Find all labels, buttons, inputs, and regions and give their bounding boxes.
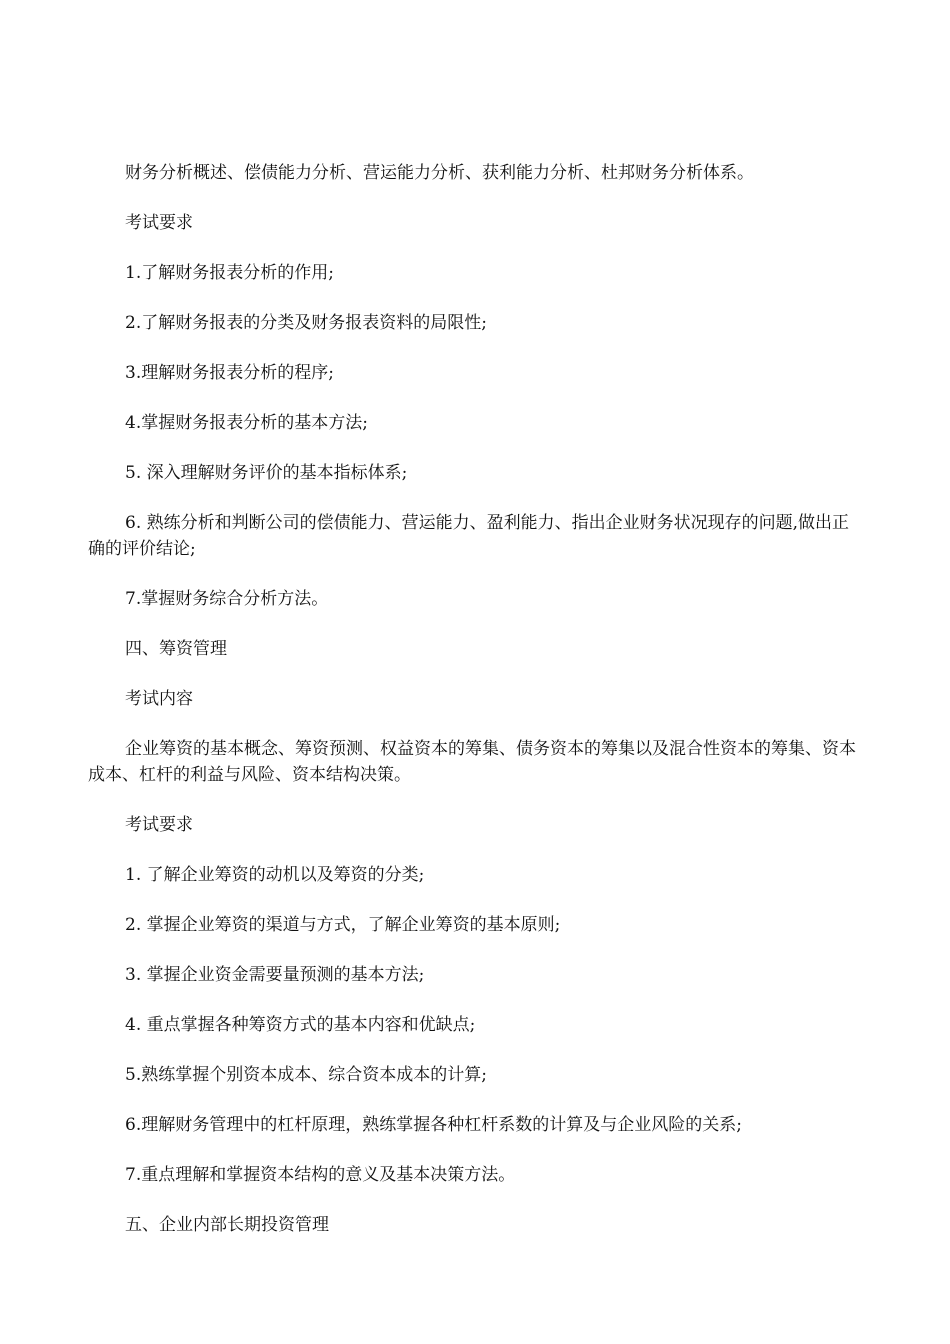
list-item: 5.熟练掌握个别资本成本、综合资本成本的计算; xyxy=(125,1065,487,1085)
list-item: 2.了解财务报表的分类及财务报表资料的局限性; xyxy=(125,313,487,333)
list-item: 1.了解财务报表分析的作用; xyxy=(125,263,334,283)
list-item: 7.重点理解和掌握资本结构的意义及基本决策方法。 xyxy=(125,1165,516,1185)
list-item: 6.理解财务管理中的杠杆原理，熟练掌握各种杠杆系数的计算及与企业风险的关系; xyxy=(125,1115,742,1135)
list-item: 3. 掌握企业资金需要量预测的基本方法; xyxy=(125,965,425,985)
list-item: 4. 重点掌握各种筹资方式的基本内容和优缺点; xyxy=(125,1015,476,1035)
heading-exam-content: 考试内容 xyxy=(125,689,193,709)
list-item: 6. 熟练分析和判断公司的偿债能力、营运能力、盈利能力、指出企业财务状况现存的问题,做出正确的评价结论; xyxy=(88,513,850,559)
section-heading-financing: 四、筹资管理 xyxy=(125,639,227,659)
paragraph-analysis-topics: 财务分析概述、偿债能力分析、营运能力分析、获利能力分析、杜邦财务分析体系。 xyxy=(125,163,754,183)
list-item: 4.掌握财务报表分析的基本方法; xyxy=(125,413,368,433)
list-item: 3.理解财务报表分析的程序; xyxy=(125,363,334,383)
list-item: 7.掌握财务综合分析方法。 xyxy=(125,589,329,609)
section-heading-investment: 五、企业内部长期投资管理 xyxy=(125,1215,329,1235)
document-body xyxy=(88,160,864,1262)
list-item: 5. 深入理解财务评价的基本指标体系; xyxy=(125,463,408,483)
list-item: 2. 掌握企业筹资的渠道与方式，了解企业筹资的基本原则; xyxy=(125,915,561,935)
heading-exam-requirements: 考试要求 xyxy=(125,815,193,835)
heading-exam-requirements: 考试要求 xyxy=(125,213,193,233)
list-item: 1. 了解企业筹资的动机以及筹资的分类; xyxy=(125,865,425,885)
paragraph-financing-topics: 企业筹资的基本概念、筹资预测、权益资本的筹集、债务资本的筹集以及混合性资本的筹集、资本成本、杠杆的利益与风险、资本结构决策。 xyxy=(88,739,856,785)
